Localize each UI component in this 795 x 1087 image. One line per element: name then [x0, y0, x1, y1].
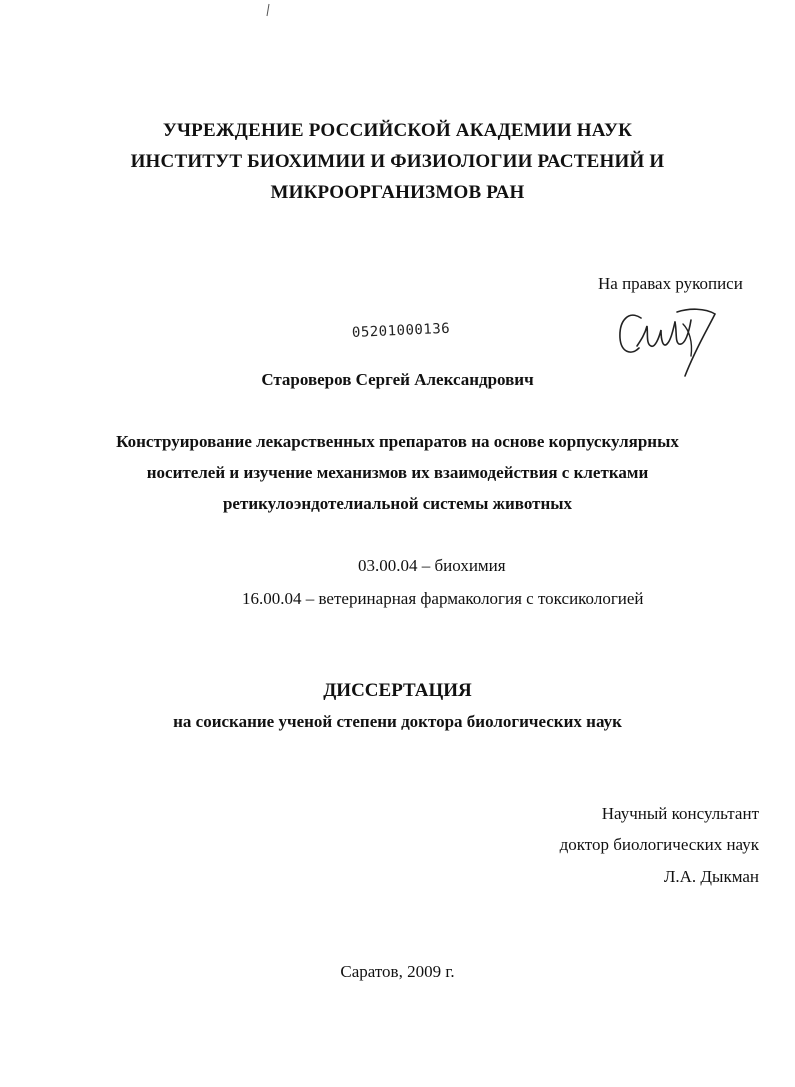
consultant-degree: доктор биологических наук [559, 835, 759, 854]
consultant-role: Научный консультант [601, 804, 759, 823]
library-stamp: 05201000136 [351, 320, 451, 341]
institution-line-2: ИНСТИТУТ БИОХИМИИ И ФИЗИОЛОГИИ РАСТЕНИЙ И [130, 151, 665, 172]
dissertation-title-line-2: носителей и изучение механизмов их взаимодействия с клетками [146, 463, 649, 482]
manuscript-note: На правах рукописи [598, 274, 743, 293]
specialty-1: 03.00.04 – биохимия [358, 556, 506, 575]
institution-line-3: МИКРООРГАНИЗМОВ РАН [270, 182, 525, 203]
specialty-2: 16.00.04 – ветеринарная фармакология с токсикологией [242, 589, 644, 608]
dissertation-title-line-3: ретикулоэндотелиальной системы животных [222, 494, 573, 513]
degree-line: на соискание ученой степени доктора биологических наук [173, 712, 622, 731]
dissertation-title-line-1: Конструирование лекарственных препаратов на основе корпускулярных [116, 432, 679, 451]
place-year: Саратов, 2009 г. [340, 962, 455, 981]
consultant-name: Л.А. Дыкман [663, 867, 759, 886]
pen-mark [262, 2, 274, 20]
institution-line-1: УЧРЕЖДЕНИЕ РОССИЙСКОЙ АКАДЕМИИ НАУК [162, 120, 633, 141]
document-type: ДИССЕРТАЦИЯ [323, 680, 472, 701]
author-name: Староверов Сергей Александрович [261, 370, 534, 389]
